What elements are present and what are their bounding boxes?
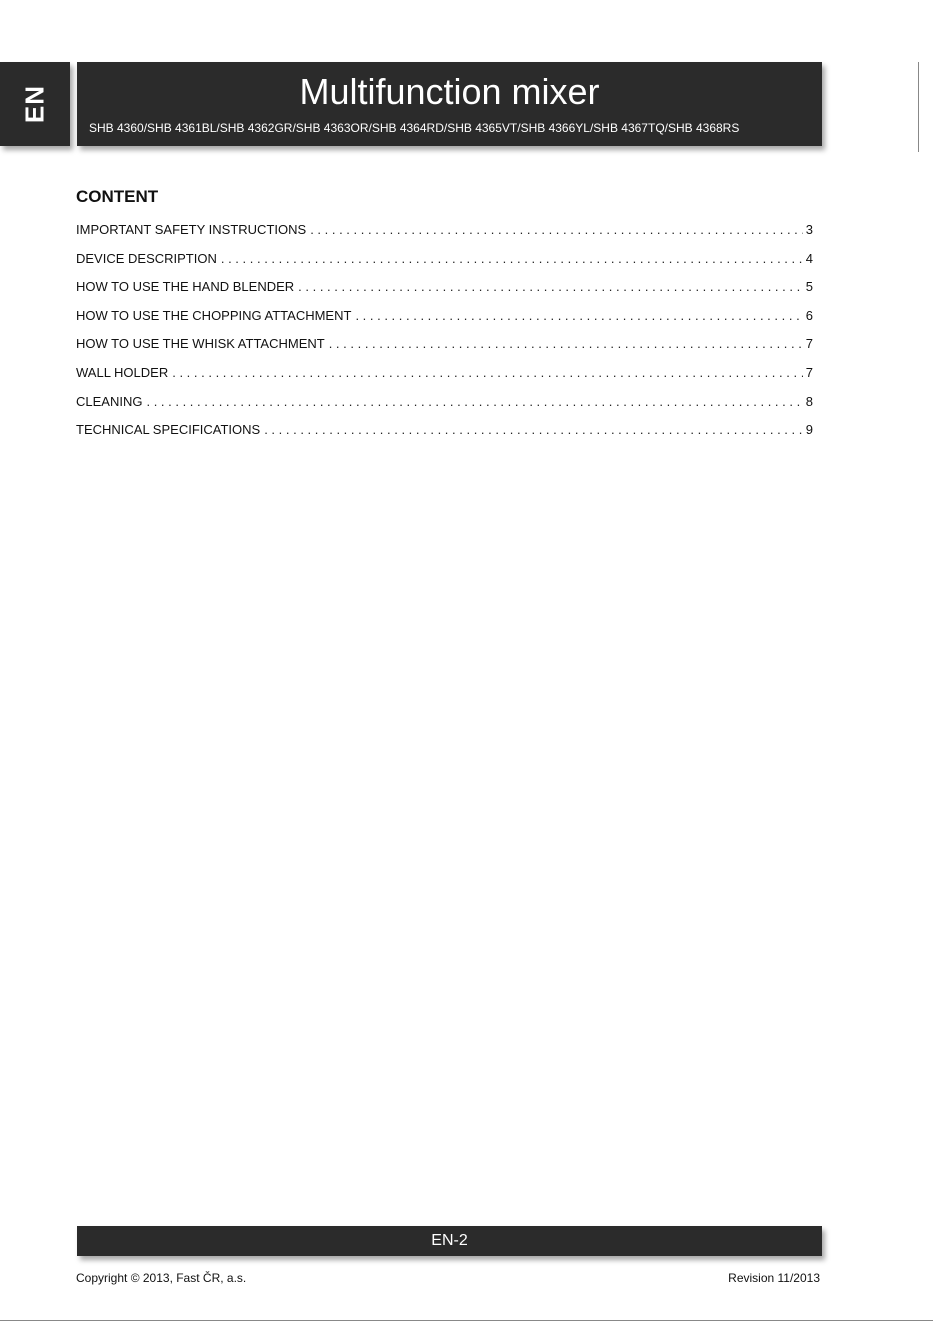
- toc-item-label: TECHNICAL SPECIFICATIONS: [76, 422, 261, 438]
- toc-item-label: HOW TO USE THE WHISK ATTACHMENT: [76, 336, 325, 352]
- toc-item-label: DEVICE DESCRIPTION: [76, 250, 217, 266]
- toc-item-label: IMPORTANT SAFETY INSTRUCTIONS: [76, 222, 307, 237]
- bottom-rule: [0, 1320, 933, 1321]
- toc-leader-dots: [298, 273, 803, 301]
- toc-item[interactable]: [76, 416, 813, 445]
- toc-item-page: 8: [805, 393, 813, 409]
- toc-item-page: 7: [805, 364, 813, 380]
- toc-item-page: 9: [805, 422, 813, 438]
- model-numbers: SHB 4360/SHB 4361BL/SHB 4362GR/SHB 4363OR/SHB 4364RD/SHB 4365VT/SHB 4366YL/SHB 4367TQ/SHB 4368RS: [89, 121, 740, 135]
- toc-leader-dots: [329, 330, 803, 358]
- toc-item-label: CLEANING: [76, 393, 143, 409]
- toc-leader-dots: [355, 302, 802, 330]
- toc-leader-dots: [310, 216, 803, 244]
- toc-item[interactable]: [76, 388, 813, 417]
- document-title: Multifunction mixer: [299, 71, 600, 112]
- toc-item-label: HOW TO USE THE HAND BLENDER: [76, 279, 295, 295]
- page-number: EN-2: [431, 1232, 468, 1249]
- toc-list: [76, 216, 813, 445]
- header-bar: [77, 62, 822, 146]
- table-of-contents: [76, 186, 813, 445]
- toc-item[interactable]: [76, 245, 813, 274]
- language-tab: [0, 62, 70, 146]
- toc-heading: CONTENT: [76, 187, 159, 206]
- toc-item-page: 4: [805, 250, 813, 266]
- toc-leader-dots: [221, 245, 803, 273]
- toc-item-page: 7: [805, 336, 813, 352]
- language-tab-label: EN: [19, 84, 50, 124]
- toc-leader-dots: [146, 388, 802, 416]
- toc-item[interactable]: [76, 359, 813, 388]
- toc-item[interactable]: [76, 330, 813, 359]
- toc-item-page: 6: [805, 307, 813, 323]
- toc-item[interactable]: [76, 273, 813, 302]
- toc-item-label: HOW TO USE THE CHOPPING ATTACHMENT: [76, 307, 352, 323]
- toc-leader-dots: [172, 359, 803, 387]
- toc-item-page: 5: [805, 279, 813, 295]
- copyright-notice: Copyright © 2013, Fast ČR, a.s.: [76, 1271, 247, 1285]
- toc-item-label: WALL HOLDER: [76, 364, 169, 380]
- revision-label: Revision 11/2013: [728, 1271, 820, 1285]
- footer-bar: [77, 1226, 822, 1256]
- toc-leader-dots: [264, 416, 803, 444]
- toc-item[interactable]: [76, 302, 813, 331]
- crop-mark: [918, 62, 919, 152]
- toc-item-page: 3: [805, 222, 813, 237]
- toc-item[interactable]: [76, 216, 813, 245]
